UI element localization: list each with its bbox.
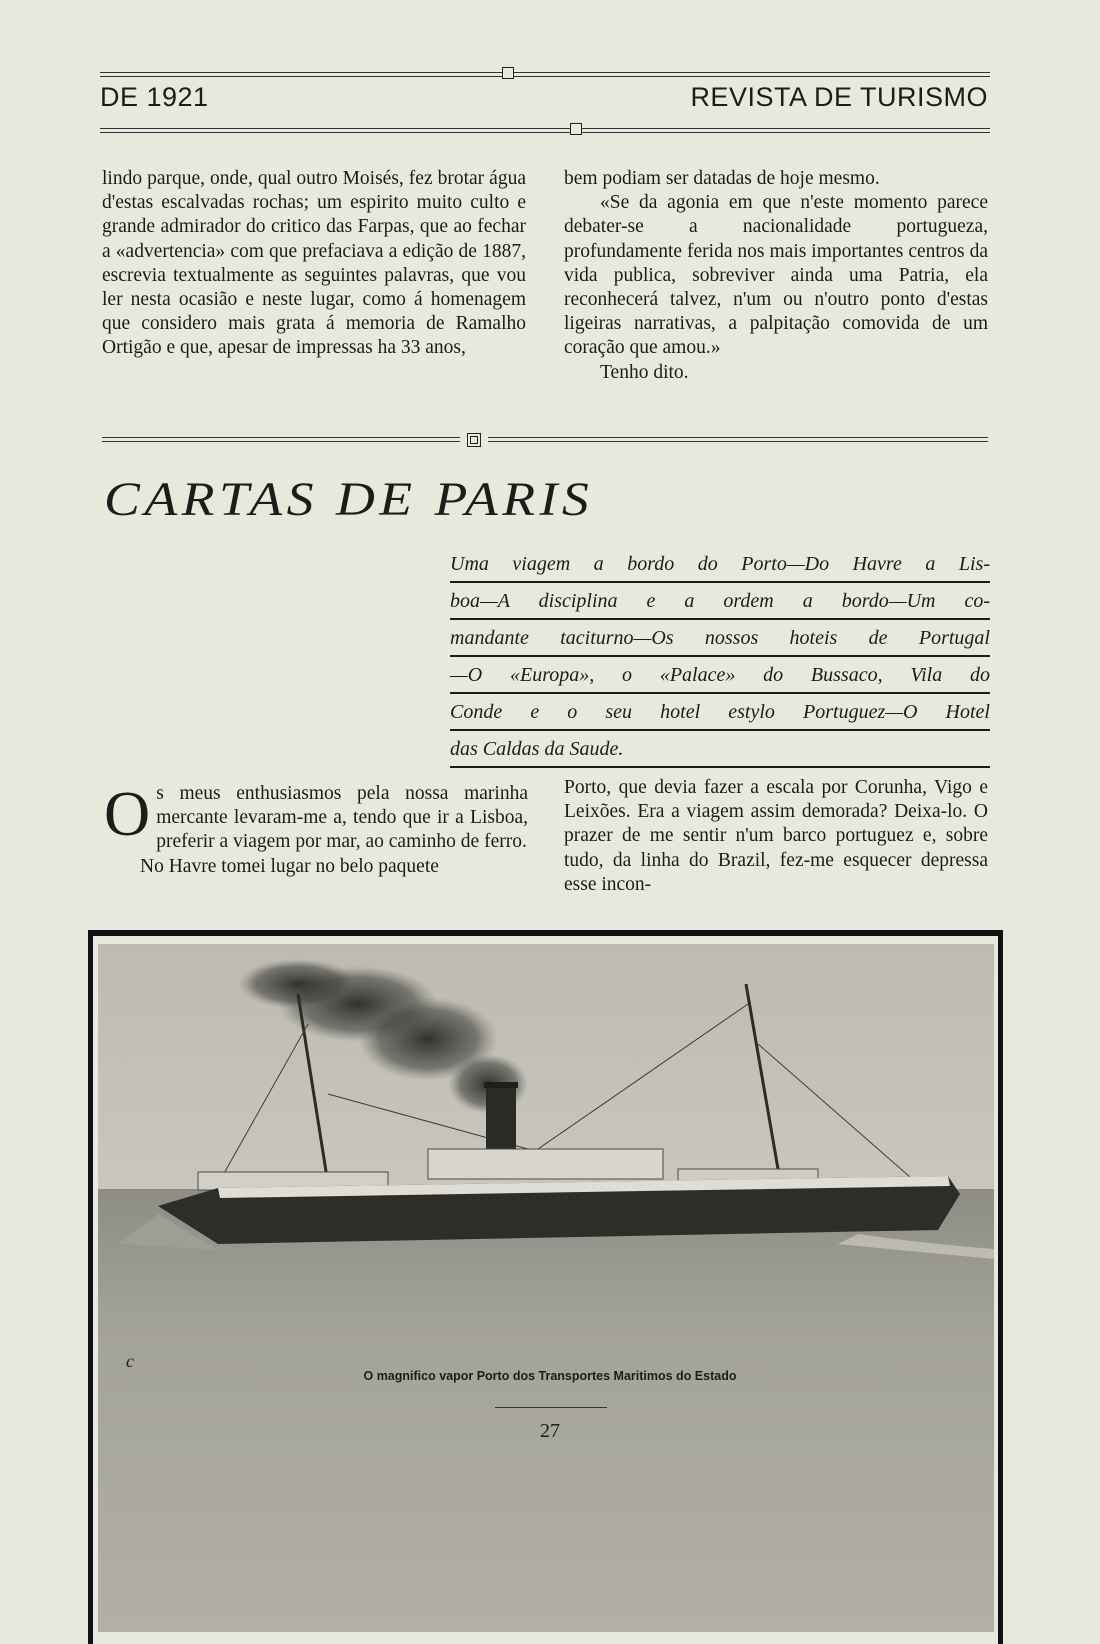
summary-line: —O «Europa», o «Palace» do Bussaco, Vila do [450,663,990,694]
top-right-column [564,167,988,385]
steamship-illustration [98,944,994,1632]
paragraph: bem podiam ser datadas de hoje mesmo. [564,168,880,189]
header-ornament-bottom [570,123,582,135]
summary-line: das Caldas da Saude. [450,737,990,768]
header-bottom-rule [100,128,990,129]
stray-mark: c [126,1351,134,1371]
photo-caption: O magnifico vapor Porto dos Transportes Maritimos do Estado [363,1369,737,1383]
header-right: REVISTA DE TURISMO [690,82,988,112]
summary-line: Conde e o seu hotel estylo Portuguez—O Hotel [450,700,990,731]
article-right-column [564,776,988,897]
ship-photo [98,944,994,1632]
paragraph: No Havre tomei lugar no belo paquete [140,855,439,877]
paragraph-text: s meus enthusiasmos pela nossa marinha mercante levaram-me a, tendo que ir a Lisboa, preferir a viagem por mar, ao caminho de ferro. [156,783,528,853]
paragraph: Porto, que devia fazer a escala por Corunha, Vigo e Leixões. Era a viagem assim demorada? Deixa-lo. O prazer de me sentir n'um barco portuguez e, sobre tudo, da linha do Brazil, fez-me esquecer depressa esse incon- [564,777,988,895]
top-left-column [102,167,526,361]
header-ornament-top [502,67,514,79]
drop-cap: O [104,778,151,849]
paragraph: Tenho dito. [600,361,689,383]
paragraph [104,778,528,855]
footer-rule [495,1407,607,1408]
header-left: DE 1921 [100,82,209,112]
section-divider-left [102,437,460,438]
section-divider-right [488,437,988,438]
article-title: CARTAS DE PARIS [104,473,594,526]
summary-line: mandante taciturno—Os nossos hoteis de Portugal [450,626,990,657]
article-left-column [104,778,528,879]
paragraph: lindo parque, onde, qual outro Moisés, fez brotar água d'estas escalvadas rochas; um espirito muito culto e grande admirador do critico das Farpas, que ao fechar a «advertencia» com que prefaciava a edição de 1887, escrevia textualmente as seguintes palavras, que vou ler nesta ocasião e neste lugar, como á homenagem que considero mais grata á memoria de Ramalho Ortigão e que, apesar de impressas ha 33 anos, [102,168,526,359]
section-ornament [467,433,481,447]
header-top-rule [100,72,990,73]
summary-line: Uma viagem a bordo do Porto—Do Havre a Lis- [450,552,990,583]
page-number: 27 [540,1420,560,1442]
paragraph: «Se da agonia em que n'este momento parece debater-se a nacionalidade portugueza, profundamente ferida nos mais importantes centros da vida publica, sobreviver ainda uma Patria, ela reconhecerá talvez, n'um ou n'outro ponto d'estas ligeiras narrativas, a palpitação comovida de um coração que amou.» [564,192,988,359]
summary-line: boa—A disciplina e a ordem a bordo—Um co- [450,589,990,620]
article-summary [450,552,990,774]
